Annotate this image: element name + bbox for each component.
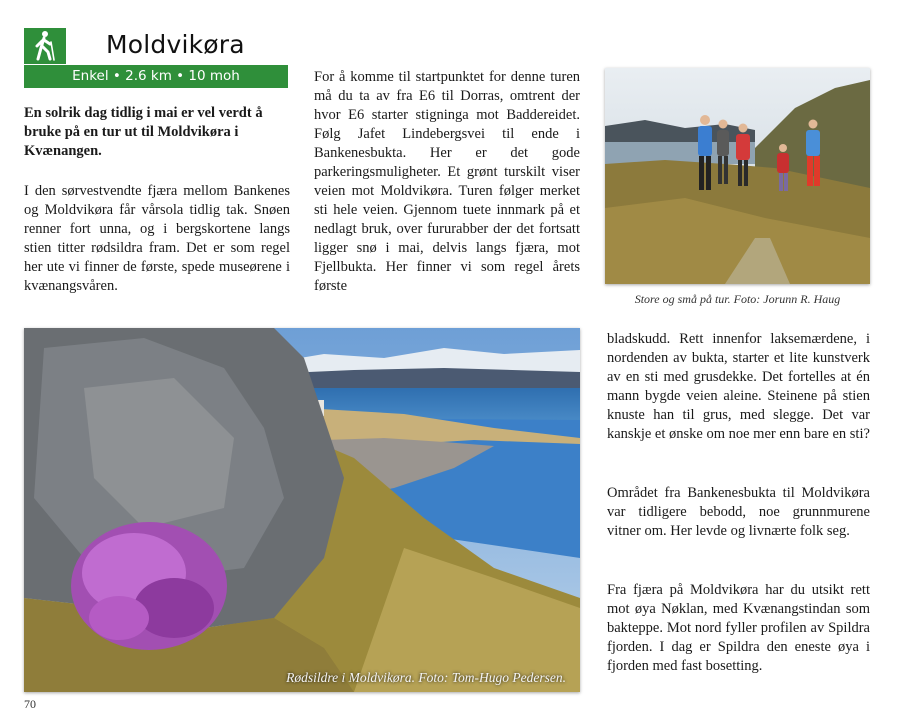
hikers-photo-caption: Store og små på tur. Foto: Jorunn R. Haug [634,292,841,306]
flowers-photo-caption: Rødsildre i Moldvikøra. Foto: Tom-Hugo Pedersen. [286,670,566,685]
flowers-photo [24,328,580,692]
body-paragraph: Fra fjæra på Moldvikøra har du utsikt rett mot øya Nøklan, med Kvænangstindan som bakteppe. Mot nord fyller profilen av Spildra fjorden. I dag er Spildra den eneste øya i fjorden med fast bosetting. [607,582,870,674]
intro-paragraph: En solrik dag tidlig i mai er vel verdt å bruke på en tur ut til Moldvikøra i Kvænangen. [24,105,263,159]
hikers-photo [605,68,870,284]
body-paragraph: bladskudd. Rett innenfor laksemærdene, i nordenden av bukta, starter et lite kunstverk av en sti med grusdekke. Det fortelles at én mann bygde veien aleine. Steinene på stien knuste han til grus, med slegge. Det var kanskje et ønske om noe mer enn bare en sti? [607,331,870,442]
hike-meta-bar: Enkel • 2.6 km • 10 moh [24,65,288,88]
body-paragraph: I den sørvestvendte fjæra mellom Bankenes og Moldvikøra får vårsola tidlig tak. Snøen renner fort unna, og i bergskortene langs stien titter rødsildra fram. Det er som regel her ute vi finner de første, spede museørene i kvænangsvåren. [24,183,290,294]
page-number: 70 [24,697,36,711]
hiker-icon [24,28,66,64]
page-title: Moldvikøra [106,30,245,59]
body-paragraph: Området fra Bankenesbukta til Moldvikøra var tidligere bebodd, noe grunnmurene vitner om. Her levde og livnærte folk seg. [607,485,870,539]
body-paragraph: For å komme til startpunktet for denne turen må du ta av fra E6 til Dorras, omtrent der hvor E6 starter stigninga mot Baddereidet. Følg Jafet Lindebergsvei til ende i Bankenesbukta. Her er det gode parkeringsmuligheter. Et grønt turskilt viser veien mot Moldvikøra. Turen følger merket sti hele veien. Gjennom tuete innmark på et nedlagt bruk, over fururabber der det fortsatt ligger snø i mai, delvis langs fjæra, mot Fjellbukta. Her finner vi som regel årets første [314,69,580,294]
